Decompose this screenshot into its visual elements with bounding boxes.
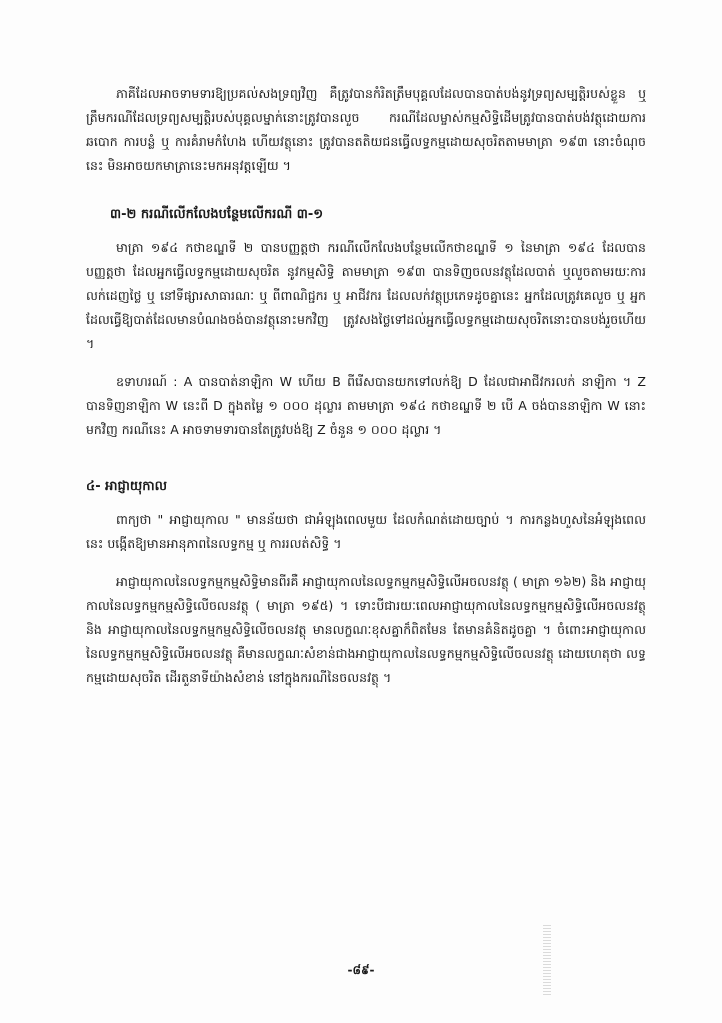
section-3-2-example: ឧទាហរណ៍ : A បានបាត់នាឡិកា W ហើយ B ពីរើសបានយកទៅលក់ឱ្យ D ដែលជាអាជីវករលក់ នាឡិកា ។ Z បានទិញនាឡិកា W នេះពី D ក្នុងតម្លៃ ១ ០០០ ដុល្លារ តាមមាត្រា ១៩៤ កថាខណ្ឌទី ២ បើ A ចង់បាននាឡិកា W នោះមកវិញ ករណីនេះ A អាចទាមទារបានតែត្រូវបង់ឱ្យ Z ចំនួន ១ ០០០ ដុល្លារ ។ <box>86 374 646 437</box>
section-4-paragraph-1: ពាក្យថា " អាជ្ញាយុកាល " មានន័យថា ជាអំឡុងពេលមួយ ដែលកំណត់ដោយច្បាប់ ។ ការកន្លងហួសនៃអំឡុងពេលនេះ បង្កើតឱ្យមានអានុភាពនៃលទ្ធកម្ម ឬ ការរលត់សិទ្ធិ ។ <box>86 512 646 551</box>
section-3-2-paragraph-1: មាត្រា ១៩៤ កថាខណ្ឌទី ២ បានបញ្ញត្តថា ករណីលើកលែងបន្ថែមលើកថាខណ្ឌទី ១ នៃមាត្រា ១៩៤ ដែលបានបញ្ញត្តថា ដែលអ្នកធ្វើលទ្ធកម្មដោយសុចរិត នូវកម្មសិទ្ធិ តាមមាត្រា ១៩៣ បានទិញចលនវត្ថុដែលបាត់ ឬលួចតាមរយៈការលក់ដេញថ្លៃ ឬ នៅទីផ្សារសាធារណៈ ឬ ពីពាណិជ្ជករ ឬ អាជីវករ ដែលលក់វត្ថុប្រភេទដូចគ្នានេះ អ្នកដែលត្រូវគេលួច ឬ អ្នកដែលធ្វើឱ្យបាត់ដែលមានបំណងចង់បានវត្ថុនោះមកវិញ ត្រូវសងថ្លៃទៅដល់អ្នកធ្វើលទ្ធកម្មដោយសុចរិតនោះបានបង់រួចហើយ ។ <box>86 240 646 351</box>
section-4-heading: ៤- អាជ្ញាយុកាល <box>86 479 168 494</box>
section-4-paragraph-2: អាជ្ញាយុកាលនៃលទ្ធកម្មកម្មសិទ្ធិមានពីរគឺ អាជ្ញាយុកាលនៃលទ្ធកម្មកម្មសិទ្ធិលើអចលនវត្ថុ ( មាត្រា ១៦២) និង អាជ្ញាយុកាលនៃលទ្ធកម្មកម្មសិទ្ធិលើចលនវត្ថុ ( មាត្រា ១៩៥) ។ ទោះបីជារយៈពេលអាជ្ញាយុកាលនៃលទ្ធកម្មកម្មសិទ្ធិលើអចលនវត្ថុ និង អាជ្ញាយុកាលនៃលទ្ធកម្មកម្មសិទ្ធិលើចលនវត្ថុ មានលក្ខណៈខុសគ្នាក៏ពិតមែន តែមានគំនិតដូចគ្នា ។ ចំពោះអាជ្ញាយុកាលនៃលទ្ធកម្មកម្មសិទ្ធិលើអចលនវត្ថុ គឺមានលក្ខណៈសំខាន់ជាងអាជ្ញាយុកាលនៃលទ្ធកម្មកម្មសិទ្ធិលើចលនវត្ថុ ដោយហេតុថា លទ្ធកម្មដោយសុចរិត ដើរតួនាទីយ៉ាងសំខាន់ នៅក្នុងករណីនៃចលនវត្ថុ ។ <box>86 574 646 685</box>
paragraph-intro: ភាគីដែលអាចទាមទារឱ្យប្រគល់សងទ្រព្យវិញ គឺត្រូវបានកំរិតត្រឹមបុគ្គលដែលបានបាត់បង់នូវទ្រព្យសម្បត្តិរបស់ខ្លួន ឬ ត្រឹមករណីដែលទ្រព្យសម្បត្តិរបស់បុគ្គលម្នាក់នោះត្រូវបានលួច ករណីដែលម្ចាស់កម្មសិទ្ធិដើមត្រូវបានបាត់បង់វត្ថុដោយការឆបោក ការបន្លំ ឬ ការគំរាមកំហែង ហើយវត្ថុនោះ ត្រូវបានតតិយជនធ្វើលទ្ធកម្មដោយសុចរិតតាមមាត្រា ១៩៣ នោះចំណុចនេះ មិនអាចយកមាត្រានេះមកអនុវត្តឡើយ ។ <box>86 86 646 173</box>
section-3-2-heading: ៣-២ ករណីលើកលែងបន្ថែមលើករណី ៣-១ <box>110 207 324 222</box>
page-number: -៨៩- <box>347 963 375 977</box>
scan-artifact <box>543 925 551 995</box>
page-content <box>86 82 646 704</box>
